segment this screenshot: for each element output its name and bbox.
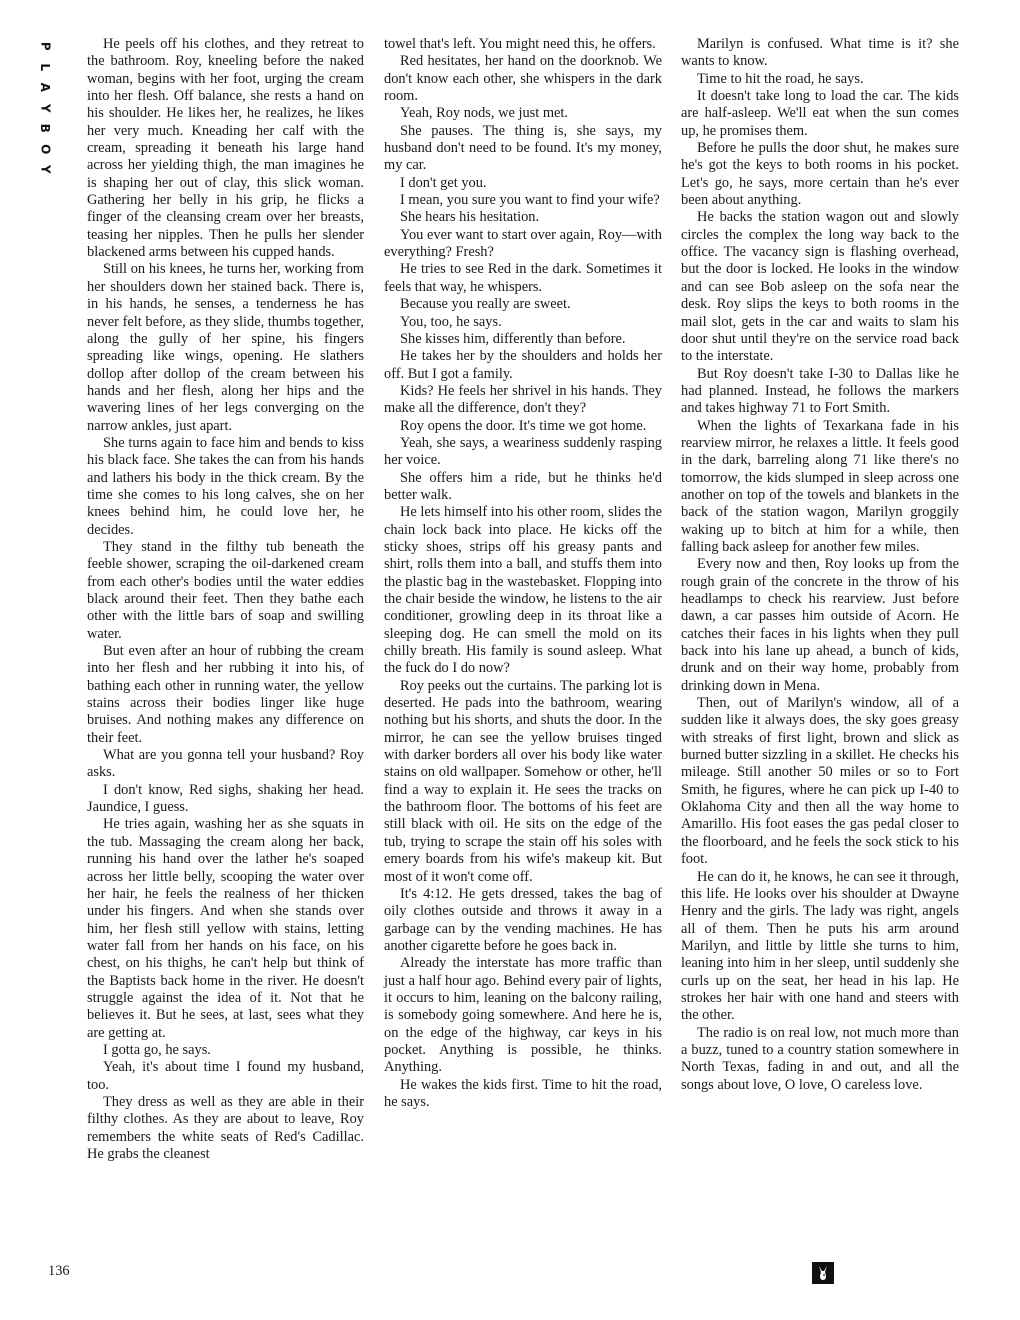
paragraph: I mean, you sure you want to find your wife?: [400, 192, 660, 209]
paragraph: Roy peeks out the curtains. The parking lot is deserted. He pads into the bathroom, wearing nothing but his shorts, and shuts the door. In the mirror, he can see the yellow bruises tinged with darker borders all over his body like water stains on old wallpaper. Somehow or other, he'll find a way to explain it. He sees the tracks on the bathroom floor. The bottoms of his feet are still black with oil. He sits on the edge of the tub, trying to scrape the stain off his soles with emery boards from his wife's makeup kit. But most of it won't come off.: [384, 677, 662, 885]
magazine-side-logo: [34, 36, 56, 180]
paragraph: They dress as well as they are able in their filthy clothes. As they are about to leave, Roy remembers the white seats of Red's Cadillac. He grabs the cleanest: [87, 1093, 364, 1162]
paragraph: He peels off his clothes, and they retreat to the bathroom. Roy, kneeling before the naked woman, begins with her foot, urging the cream into her flesh. Off balance, she rests a hand on his shoulder. He likes her, he realizes, he likes her very much. Kneading her calf with the cream, spreading it beneath his large hand across her yielding thigh, the man imagines he is shaping her out of clay, this slick woman. Gathering her belly in his grip, he flicks a finger of the cleansing cream over her breasts, teasing her nipples. Then he pulls her slender blackened arms between his cupped hands.: [87, 36, 364, 261]
paragraph: She pauses. The thing is, she says, my husband don't need to be found. It's my money, my car.: [384, 122, 662, 174]
text-column-2: [384, 36, 662, 1111]
paragraph: Kids? He feels her shrivel in his hands. They make all the difference, don't they?: [384, 382, 662, 417]
paragraph: He takes her by the shoulders and holds her off. But I got a family.: [384, 348, 662, 382]
paragraph: Yeah, Roy nods, we just met.: [400, 105, 569, 122]
side-letter: Y: [38, 164, 53, 174]
side-letter: A: [38, 82, 53, 92]
paragraph: Already the interstate has more traffic than just a half hour ago. Behind every pair of lights, it occurs to him, leaning on the balcony railing, is somebody going somewhere. And here he is, on the edge of the highway, car keys in his pocket. Anything is possible, he thinks. Anything.: [384, 955, 662, 1076]
paragraph: He tries again, washing her as she squats in the tub. Massaging the cream along her back, running his hand over the lather he's soaped across her little belly, scooping the water over her hair, he feels the realness of her thicken under his fingers. And when she stands over him, her flesh still yellow with stains, letting water fall from her hands on his face, on his chest, on his thighs, he can't help but think of the Baptists back home in the river. He doesn't struggle against the idea of it. Not that he believes it. But he sees, at last, sees what they are getting at.: [87, 816, 364, 1041]
paragraph: I don't get you.: [400, 174, 487, 191]
paragraph: Time to hit the road, he says.: [697, 70, 864, 87]
paragraph: Marilyn is confused. What time is it? she wants to know.: [681, 36, 959, 70]
paragraph: They stand in the filthy tub beneath the feeble shower, scraping the oil-darkened cream from each other's bodies until the water eddies black around their feet. Then they bathe each other with the little bars of soap and swilling water.: [87, 538, 364, 642]
paragraph: Still on his knees, he turns her, working from her shoulders down her stained back. There is, in his hands, he senses, a tenderness he has never felt before, as they slide, thumbs together, along the gully of her spine, his fingers spreading like wings, opening. He slathers dollop after dollop of the cream between his hands and her flesh, along her hips and the wavering lines of her legs converging on the narrow ankles, just apart.: [87, 261, 364, 434]
paragraph: Roy opens the door. It's time we got home.: [400, 417, 647, 434]
paragraph: She kisses him, differently than before.: [400, 330, 626, 347]
paragraph: He can do it, he knows, he can see it through, this life. He looks over his shoulder at Dwayne Henry and the girls. The lady was right, angels all of them. Then he puts his arm around Marilyn, and little by little she turns to him, leaning into him in her sleep, until suddenly she curls up on the seat, her head in his lap. He strokes her hair with one hand and steers with the other.: [681, 868, 959, 1024]
paragraph: He wakes the kids first. Time to hit the road, he says.: [384, 1076, 662, 1110]
paragraph: He backs the station wagon out and slowly circles the complex the long way back to the office. The vacancy sign is flashing overhead, but the door is locked. He looks in the window and can see Bob asleep on the sofa near the desk. Roy slips the keys to both rooms in the mail slot, gets in the car and waits to slam his door shut until they're on the service road back to the interstate.: [681, 209, 959, 365]
paragraph: What are you gonna tell your husband? Roy asks.: [87, 747, 364, 781]
paragraph: Then, out of Marilyn's window, all of a sudden like it always does, the sky goes greasy with streaks of first light, brown and slick as burned butter sizzling in a skillet. He checks his mileage. Still another 50 miles or so to Fort Smith, he figures, where he can pick up I-40 to Oklahoma City and then all the way home to Amarillo. His foot eases the gas pedal closer to the floorboard, and he feels the sock stick to his foot.: [681, 695, 959, 868]
paragraph: Because you really are sweet.: [400, 296, 571, 313]
paragraph: You ever want to start over again, Roy—with everything? Fresh?: [384, 226, 662, 261]
side-letter: L: [38, 62, 53, 71]
paragraph: He lets himself into his other room, slides the chain lock back into place. He kicks off the sticky shoes, strips off his greasy pants and shirt, rolls them into a ball, and stuffs them into the plastic bag in the wastebasket. Flopping into the chair beside the window, he listens to the air conditioner, growling deep in its throat like a sleeping dog. He can smell the mold on its chilly breath. His family is sound asleep. What the fuck do I do now?: [384, 504, 662, 677]
paragraph: You, too, he says.: [400, 313, 502, 330]
paragraph: I don't know, Red sighs, shaking her head. Jaundice, I guess.: [87, 781, 364, 816]
paragraph: Before he pulls the door shut, he makes sure he's got the keys to both rooms in his pocket. Let's go, he says, more certain than he's ever been about anything.: [681, 140, 959, 209]
paragraph: Red hesitates, her hand on the doorknob. We don't know each other, she whispers in the dark room.: [384, 53, 662, 105]
side-letter: B: [38, 123, 53, 133]
rabbit-head-icon: [812, 1262, 834, 1284]
paragraph: Yeah, it's about time I found my husband, too.: [87, 1059, 364, 1093]
paragraph: But Roy doesn't take I-30 to Dallas like he had planned. Instead, he follows the markers and takes highway 71 to Fort Smith.: [681, 365, 959, 417]
paragraph: But even after an hour of rubbing the cream into her flesh and her rubbing it into his, of bathing each other in running water, the yellow stains across their bodies linger like huge bruises. And nothing makes any difference on their feet.: [87, 643, 364, 746]
paragraph: The radio is on real low, not much more than a buzz, tuned to a country station somewhere in North Texas, fading in and out, and all the songs about love, O love, O careless love.: [681, 1024, 959, 1093]
text-column-1: [87, 36, 364, 1163]
paragraph: When the lights of Texarkana fade in his rearview mirror, he relaxes a little. It feels good in the dark, barreling along 71 like there's no tomorrow, the kids slumped in sleep across one another on top of the towels and blankets in the back of the station wagon, Marilyn groggily waking up to bitch at him for a while, then falling back asleep for another few miles.: [681, 417, 959, 555]
paragraph: She offers him a ride, but he thinks he'd better walk.: [384, 469, 662, 503]
text-column-3: [681, 36, 959, 1094]
paragraph: Yeah, she says, a weariness suddenly rasping her voice.: [384, 434, 662, 469]
paragraph: She hears his hesitation.: [400, 209, 540, 226]
page-number: 136: [48, 1263, 70, 1279]
side-letter: O: [38, 143, 53, 154]
paragraph: towel that's left. You might need this, he offers.: [384, 36, 656, 52]
paragraph: I gotta go, he says.: [103, 1041, 211, 1058]
paragraph: Every now and then, Roy looks up from the rough grain of the concrete in the throw of his headlamps to check his rearview. Just before dawn, a car passes him outside of Acorn. He catches their faces in his lights when they pull back into his lane up ahead, a bunch of kids, drunk and on their way home, probably from drinking down in Mena.: [681, 556, 959, 694]
paragraph: He tries to see Red in the dark. Sometimes it feels that way, he whispers.: [384, 261, 662, 295]
paragraph: She turns again to face him and bends to kiss his black face. She takes the can from his hands and lathers his body in the thick cream. By the time she comes to his long calves, she on her knees behind him, he could love her, he decides.: [87, 434, 364, 538]
side-letter: P: [38, 41, 53, 51]
paragraph: It's 4:12. He gets dressed, takes the bag of oily clothes outside and throws it away in a garbage can by the vending machines. He has another cigarette before he goes back in.: [384, 885, 662, 954]
paragraph: It doesn't take long to load the car. The kids are half-asleep. We'll eat when the sun comes up, he promises them.: [681, 88, 959, 139]
side-letter: Y: [38, 103, 53, 113]
